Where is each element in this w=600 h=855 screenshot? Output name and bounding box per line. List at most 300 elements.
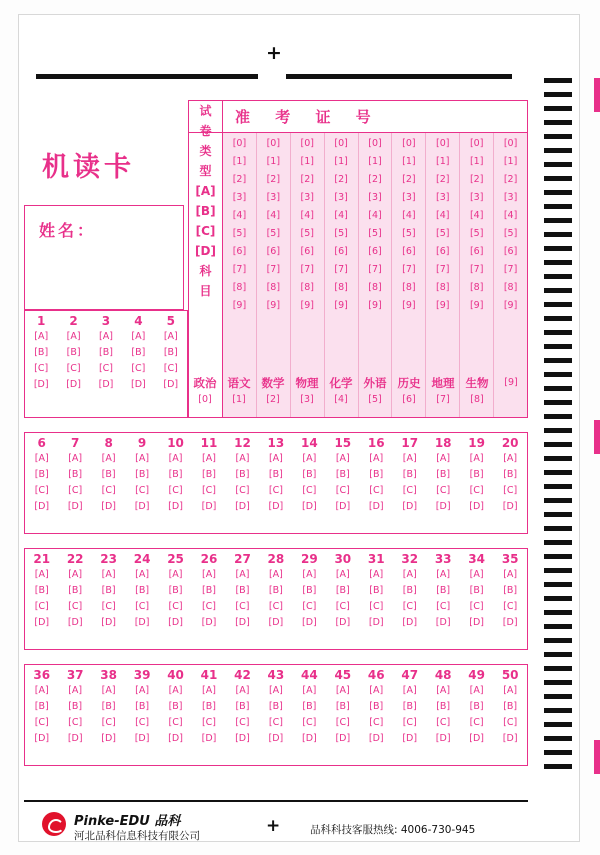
answer-bubble[interactable]: [C]: [302, 601, 317, 612]
answer-bubble[interactable]: [B]: [101, 585, 116, 596]
answer-bubble[interactable]: [D]: [34, 501, 50, 512]
answer-bubble[interactable]: [D]: [469, 501, 484, 512]
answer-bubble[interactable]: [C]: [163, 363, 178, 374]
answer-bubble[interactable]: [C]: [131, 363, 146, 374]
exam-id-bubble[interactable]: [7]: [368, 264, 382, 275]
answer-block-6-20[interactable]: [24, 432, 528, 534]
exam-id-bubble[interactable]: [6]: [300, 246, 314, 257]
answer-bubble[interactable]: [B]: [235, 701, 250, 712]
answer-bubble[interactable]: [B]: [469, 701, 484, 712]
answer-bubble[interactable]: [A]: [369, 453, 384, 464]
answer-bubble[interactable]: [A]: [436, 685, 451, 696]
answer-bubble[interactable]: [A]: [99, 331, 113, 342]
subject-bubble[interactable]: [6]: [402, 394, 416, 405]
answer-bubble[interactable]: [B]: [268, 469, 283, 480]
answer-bubble[interactable]: [D]: [268, 617, 284, 628]
answer-bubble[interactable]: [A]: [402, 569, 417, 580]
answer-bubble[interactable]: [C]: [268, 601, 283, 612]
exam-id-bubble[interactable]: [7]: [334, 264, 348, 275]
answer-bubble[interactable]: [C]: [135, 485, 150, 496]
answer-bubble[interactable]: [B]: [369, 469, 384, 480]
subject-bubble[interactable]: [2]: [266, 394, 280, 405]
answer-bubble[interactable]: [B]: [135, 585, 150, 596]
subject-cell[interactable]: [188, 375, 222, 418]
answer-bubble[interactable]: [C]: [436, 601, 451, 612]
exam-id-bubble[interactable]: [0]: [402, 138, 416, 149]
answer-bubble[interactable]: [B]: [34, 347, 49, 358]
exam-id-bubble[interactable]: [5]: [368, 228, 382, 239]
exam-id-bubble[interactable]: [1]: [469, 156, 484, 167]
answer-bubble[interactable]: [C]: [34, 717, 49, 728]
exam-id-bubble[interactable]: [2]: [503, 174, 518, 185]
exam-id-bubble[interactable]: [8]: [402, 282, 416, 293]
answer-bubble[interactable]: [C]: [34, 601, 49, 612]
answer-bubble[interactable]: [B]: [163, 347, 178, 358]
answer-bubble[interactable]: [D]: [435, 617, 451, 628]
exam-id-bubble[interactable]: [9]: [368, 300, 382, 311]
subject-bubble[interactable]: [1]: [232, 394, 246, 405]
exam-id-bubble[interactable]: [9]: [232, 300, 247, 311]
exam-id-bubble[interactable]: [3]: [334, 192, 348, 203]
answer-bubble[interactable]: [D]: [335, 501, 351, 512]
answer-bubble[interactable]: [A]: [135, 453, 150, 464]
answer-bubble[interactable]: [B]: [503, 701, 518, 712]
answer-bubble[interactable]: [C]: [68, 717, 83, 728]
answer-bubble[interactable]: [A]: [369, 685, 384, 696]
subject-cell[interactable]: [324, 375, 358, 418]
answer-bubble[interactable]: [D]: [168, 617, 183, 628]
exam-id-bubble[interactable]: [8]: [300, 282, 314, 293]
answer-bubble[interactable]: [B]: [335, 469, 350, 480]
exam-id-bubble[interactable]: [8]: [436, 282, 450, 293]
answer-bubble[interactable]: [D]: [134, 617, 150, 628]
exam-id-bubble[interactable]: [9]: [436, 300, 450, 311]
answer-bubble[interactable]: [A]: [469, 685, 484, 696]
answer-bubble[interactable]: [D]: [402, 733, 418, 744]
answer-bubble[interactable]: [D]: [33, 379, 49, 390]
answer-bubble[interactable]: [A]: [202, 685, 216, 696]
answer-bubble[interactable]: [A]: [131, 331, 146, 342]
exam-id-bubble[interactable]: [3]: [368, 192, 382, 203]
answer-bubble[interactable]: [B]: [302, 469, 317, 480]
answer-bubble[interactable]: [D]: [66, 379, 81, 390]
subject-bubble[interactable]: [4]: [334, 394, 348, 405]
answer-bubble[interactable]: [A]: [68, 569, 83, 580]
answer-bubble[interactable]: [D]: [163, 379, 179, 390]
exam-id-bubble[interactable]: [4]: [368, 210, 382, 221]
answer-bubble[interactable]: [C]: [101, 485, 116, 496]
answer-bubble[interactable]: [B]: [135, 469, 150, 480]
answer-bubble[interactable]: [B]: [503, 469, 518, 480]
answer-bubble[interactable]: [A]: [34, 569, 49, 580]
answer-bubble[interactable]: [A]: [235, 685, 250, 696]
subject-cell[interactable]: [256, 375, 290, 418]
answer-bubble[interactable]: [B]: [99, 347, 113, 358]
exam-id-bubble[interactable]: [0]: [368, 138, 382, 149]
exam-id-bubble[interactable]: [1]: [266, 156, 281, 167]
exam-id-bubble[interactable]: [5]: [266, 228, 281, 239]
answer-bubble[interactable]: [B]: [68, 469, 83, 480]
answer-bubble[interactable]: [B]: [202, 701, 216, 712]
answer-bubble[interactable]: [B]: [436, 469, 451, 480]
answer-bubble[interactable]: [D]: [335, 733, 351, 744]
answer-bubble[interactable]: [C]: [201, 485, 217, 496]
answer-bubble[interactable]: [C]: [469, 601, 484, 612]
exam-id-bubble[interactable]: [7]: [503, 264, 518, 275]
exam-id-bubble[interactable]: [6]: [503, 246, 518, 257]
answer-block-21-35[interactable]: [24, 548, 528, 650]
exam-id-bubble[interactable]: [3]: [469, 192, 484, 203]
answer-bubble[interactable]: [C]: [436, 717, 451, 728]
answer-bubble[interactable]: [A]: [402, 685, 417, 696]
exam-id-bubble[interactable]: [1]: [300, 156, 314, 167]
answer-bubble[interactable]: [A]: [268, 569, 283, 580]
paper-type-option[interactable]: [D]: [195, 244, 216, 258]
answer-bubble[interactable]: [D]: [201, 733, 217, 744]
answer-bubble[interactable]: [D]: [235, 617, 250, 628]
answer-bubble[interactable]: [B]: [68, 585, 83, 596]
answer-bubble[interactable]: [C]: [34, 363, 49, 374]
exam-id-bubble[interactable]: [5]: [300, 228, 314, 239]
answer-bubble[interactable]: [C]: [402, 485, 417, 496]
answer-bubble[interactable]: [B]: [101, 469, 116, 480]
exam-id-bubble[interactable]: [7]: [469, 264, 484, 275]
answer-bubble[interactable]: [A]: [469, 569, 484, 580]
exam-id-bubble[interactable]: [1]: [368, 156, 382, 167]
subject-cell[interactable]: [358, 375, 392, 418]
answer-bubble[interactable]: [B]: [131, 347, 146, 358]
answer-bubble[interactable]: [C]: [98, 363, 113, 374]
answer-bubble[interactable]: [D]: [101, 617, 116, 628]
answer-bubble[interactable]: [C]: [68, 485, 83, 496]
exam-id-bubble[interactable]: [7]: [232, 264, 247, 275]
subject-bubble[interactable]: [7]: [436, 394, 450, 405]
answer-bubble[interactable]: [C]: [503, 601, 518, 612]
exam-id-bubble[interactable]: [5]: [436, 228, 450, 239]
answer-bubble[interactable]: [C]: [402, 601, 417, 612]
subject-bubble[interactable]: [5]: [368, 394, 382, 405]
answer-bubble[interactable]: [B]: [168, 701, 183, 712]
exam-id-bubble[interactable]: [2]: [368, 174, 382, 185]
answer-bubble[interactable]: [B]: [469, 585, 484, 596]
answer-bubble[interactable]: [D]: [301, 501, 317, 512]
answer-bubble[interactable]: [B]: [402, 585, 417, 596]
answer-bubble[interactable]: [D]: [435, 733, 451, 744]
exam-id-bubble[interactable]: [3]: [503, 192, 518, 203]
exam-id-bubble[interactable]: [1]: [436, 156, 450, 167]
answer-bubble[interactable]: [C]: [402, 717, 417, 728]
answer-bubble[interactable]: [A]: [202, 453, 216, 464]
answer-bubble[interactable]: [C]: [369, 601, 384, 612]
answer-bubble[interactable]: [C]: [201, 601, 217, 612]
answer-bubble[interactable]: [C]: [101, 717, 116, 728]
answer-bubble[interactable]: [B]: [202, 469, 216, 480]
answer-bubble[interactable]: [B]: [335, 585, 350, 596]
answer-bubble[interactable]: [D]: [98, 379, 114, 390]
answer-bubble[interactable]: [B]: [34, 469, 49, 480]
answer-bubble[interactable]: [D]: [168, 733, 183, 744]
answer-bubble[interactable]: [D]: [235, 501, 250, 512]
answer-bubble[interactable]: [D]: [368, 617, 384, 628]
paper-type-option[interactable]: [C]: [195, 224, 216, 238]
answer-bubble[interactable]: [B]: [34, 585, 49, 596]
answer-bubble[interactable]: [D]: [67, 733, 83, 744]
answer-bubble[interactable]: [C]: [469, 485, 484, 496]
exam-id-bubble[interactable]: [6]: [334, 246, 348, 257]
answer-bubble[interactable]: [C]: [235, 717, 250, 728]
answer-bubble[interactable]: [D]: [235, 733, 250, 744]
answer-bubble[interactable]: [A]: [34, 685, 49, 696]
subject-bubble[interactable]: [3]: [300, 394, 314, 405]
answer-bubble[interactable]: [B]: [66, 347, 81, 358]
exam-id-bubble[interactable]: [8]: [503, 282, 518, 293]
answer-bubble[interactable]: [B]: [235, 585, 250, 596]
answer-bubble[interactable]: [A]: [66, 331, 81, 342]
exam-id-bubble[interactable]: [7]: [266, 264, 281, 275]
answer-bubble[interactable]: [C]: [469, 717, 484, 728]
answer-bubble[interactable]: [A]: [335, 685, 350, 696]
exam-id-bubble[interactable]: [5]: [503, 228, 518, 239]
answer-bubble[interactable]: [D]: [502, 501, 518, 512]
exam-id-bubble[interactable]: [5]: [232, 228, 247, 239]
exam-id-bubble[interactable]: [3]: [402, 192, 416, 203]
answer-block-36-50[interactable]: [24, 664, 528, 766]
subject-cell[interactable]: [494, 375, 528, 418]
answer-bubble[interactable]: [D]: [335, 617, 351, 628]
answer-bubble[interactable]: [A]: [235, 569, 250, 580]
answer-bubble[interactable]: [A]: [436, 569, 451, 580]
answer-bubble[interactable]: [D]: [502, 733, 518, 744]
answer-bubble[interactable]: [D]: [402, 617, 418, 628]
exam-id-bubble[interactable]: [4]: [436, 210, 450, 221]
answer-bubble[interactable]: [B]: [168, 469, 183, 480]
answer-bubble[interactable]: [C]: [135, 601, 150, 612]
answer-bubble[interactable]: [A]: [436, 453, 451, 464]
exam-id-bubble[interactable]: [1]: [402, 156, 416, 167]
answer-block-1-5[interactable]: [24, 310, 188, 418]
answer-bubble[interactable]: [B]: [34, 701, 49, 712]
name-field-box[interactable]: [24, 205, 184, 310]
answer-bubble[interactable]: [A]: [235, 453, 250, 464]
answer-bubble[interactable]: [D]: [268, 501, 284, 512]
answer-bubble[interactable]: [B]: [402, 701, 417, 712]
exam-id-bubble[interactable]: [9]: [300, 300, 314, 311]
answer-bubble[interactable]: [D]: [134, 501, 150, 512]
answer-bubble[interactable]: [A]: [68, 453, 83, 464]
answer-bubble[interactable]: [C]: [168, 717, 183, 728]
exam-id-bubble[interactable]: [5]: [334, 228, 348, 239]
subject-cell[interactable]: [392, 375, 426, 418]
exam-id-bubble[interactable]: [4]: [402, 210, 416, 221]
answer-bubble[interactable]: [A]: [34, 453, 49, 464]
exam-id-bubble[interactable]: [2]: [232, 174, 247, 185]
answer-bubble[interactable]: [A]: [469, 453, 484, 464]
exam-id-bubble[interactable]: [6]: [266, 246, 281, 257]
answer-bubble[interactable]: [A]: [163, 331, 178, 342]
exam-id-bubble[interactable]: [6]: [232, 246, 247, 257]
subject-bubble[interactable]: [8]: [470, 394, 484, 405]
answer-bubble[interactable]: [A]: [302, 685, 317, 696]
exam-id-bubble[interactable]: [0]: [232, 138, 247, 149]
exam-id-bubble[interactable]: [0]: [436, 138, 450, 149]
exam-id-bubble[interactable]: [8]: [368, 282, 382, 293]
answer-bubble[interactable]: [B]: [503, 585, 518, 596]
answer-bubble[interactable]: [A]: [302, 453, 317, 464]
answer-bubble[interactable]: [D]: [201, 501, 217, 512]
answer-bubble[interactable]: [B]: [369, 585, 384, 596]
exam-id-bubble[interactable]: [2]: [469, 174, 484, 185]
exam-id-bubble[interactable]: [0]: [266, 138, 281, 149]
answer-bubble[interactable]: [A]: [101, 685, 116, 696]
exam-id-bubble[interactable]: [8]: [469, 282, 484, 293]
exam-id-bubble[interactable]: [3]: [266, 192, 281, 203]
answer-bubble[interactable]: [D]: [469, 733, 484, 744]
answer-bubble[interactable]: [A]: [402, 453, 417, 464]
answer-bubble[interactable]: [C]: [369, 485, 384, 496]
subject-selection-row[interactable]: [188, 375, 528, 418]
answer-bubble[interactable]: [C]: [34, 485, 49, 496]
answer-bubble[interactable]: [A]: [135, 685, 150, 696]
answer-bubble[interactable]: [A]: [34, 331, 49, 342]
subject-bubble[interactable]: [0]: [198, 394, 212, 405]
answer-bubble[interactable]: [C]: [503, 485, 518, 496]
exam-id-bubble[interactable]: [1]: [232, 156, 247, 167]
exam-id-bubble[interactable]: [7]: [402, 264, 416, 275]
answer-bubble[interactable]: [B]: [68, 701, 83, 712]
exam-id-bubble[interactable]: [3]: [436, 192, 450, 203]
subject-cell[interactable]: [460, 375, 494, 418]
answer-bubble[interactable]: [C]: [235, 601, 250, 612]
answer-bubble[interactable]: [A]: [202, 569, 216, 580]
answer-bubble[interactable]: [D]: [301, 617, 317, 628]
exam-id-bubble[interactable]: [1]: [503, 156, 518, 167]
subject-cell[interactable]: [222, 375, 256, 418]
answer-bubble[interactable]: [C]: [503, 717, 518, 728]
paper-type-option[interactable]: [B]: [195, 204, 216, 218]
exam-id-bubble[interactable]: [2]: [334, 174, 348, 185]
answer-bubble[interactable]: [D]: [134, 733, 150, 744]
answer-bubble[interactable]: [C]: [135, 717, 150, 728]
answer-bubble[interactable]: [A]: [268, 453, 283, 464]
exam-id-bubble[interactable]: [0]: [300, 138, 314, 149]
subject-cell[interactable]: [290, 375, 324, 418]
answer-bubble[interactable]: [A]: [335, 453, 350, 464]
exam-id-bubble[interactable]: [8]: [266, 282, 281, 293]
answer-bubble[interactable]: [D]: [131, 379, 146, 390]
answer-bubble[interactable]: [C]: [335, 485, 350, 496]
exam-id-bubble[interactable]: [9]: [402, 300, 416, 311]
answer-bubble[interactable]: [B]: [369, 701, 384, 712]
answer-bubble[interactable]: [A]: [101, 453, 116, 464]
answer-bubble[interactable]: [B]: [135, 701, 150, 712]
exam-id-bubble[interactable]: [9]: [266, 300, 281, 311]
answer-bubble[interactable]: [C]: [68, 601, 83, 612]
exam-id-bubble[interactable]: [0]: [334, 138, 348, 149]
exam-id-bubble[interactable]: [0]: [469, 138, 484, 149]
answer-bubble[interactable]: [C]: [302, 717, 317, 728]
answer-bubble[interactable]: [B]: [302, 701, 317, 712]
exam-id-bubble[interactable]: [9]: [334, 300, 348, 311]
answer-bubble[interactable]: [D]: [168, 501, 183, 512]
answer-bubble[interactable]: [A]: [168, 569, 183, 580]
exam-id-bubble[interactable]: [0]: [503, 138, 518, 149]
answer-bubble[interactable]: [D]: [301, 733, 317, 744]
answer-bubble[interactable]: [C]: [268, 485, 283, 496]
exam-id-bubble[interactable]: [4]: [266, 210, 281, 221]
answer-bubble[interactable]: [A]: [503, 685, 518, 696]
answer-bubble[interactable]: [D]: [402, 501, 418, 512]
exam-id-bubble[interactable]: [6]: [402, 246, 416, 257]
exam-id-bubble[interactable]: [2]: [300, 174, 314, 185]
answer-bubble[interactable]: [C]: [436, 485, 451, 496]
exam-id-bubble[interactable]: [5]: [469, 228, 484, 239]
exam-id-bubble[interactable]: [4]: [300, 210, 314, 221]
subject-cell[interactable]: [426, 375, 460, 418]
answer-bubble[interactable]: [C]: [335, 717, 350, 728]
exam-id-bubble[interactable]: [1]: [334, 156, 348, 167]
exam-id-bubble[interactable]: [7]: [300, 264, 314, 275]
exam-id-bubble[interactable]: [3]: [300, 192, 314, 203]
answer-bubble[interactable]: [A]: [168, 685, 183, 696]
answer-bubble[interactable]: [B]: [268, 585, 283, 596]
exam-id-bubble[interactable]: [4]: [503, 210, 518, 221]
answer-bubble[interactable]: [D]: [67, 617, 83, 628]
answer-bubble[interactable]: [A]: [268, 685, 283, 696]
answer-bubble[interactable]: [C]: [168, 601, 183, 612]
answer-bubble[interactable]: [A]: [101, 569, 116, 580]
answer-bubble[interactable]: [D]: [368, 501, 384, 512]
answer-bubble[interactable]: [C]: [235, 485, 250, 496]
answer-bubble[interactable]: [A]: [503, 569, 518, 580]
subject-bubble[interactable]: [9]: [504, 377, 518, 388]
answer-bubble[interactable]: [A]: [369, 569, 384, 580]
exam-id-bubble[interactable]: [8]: [334, 282, 348, 293]
answer-bubble[interactable]: [D]: [268, 733, 284, 744]
exam-id-bubble[interactable]: [8]: [232, 282, 247, 293]
answer-bubble[interactable]: [C]: [369, 717, 384, 728]
paper-type-column[interactable]: [189, 101, 223, 417]
answer-bubble[interactable]: [B]: [436, 701, 451, 712]
answer-bubble[interactable]: [D]: [67, 501, 83, 512]
answer-bubble[interactable]: [C]: [201, 717, 217, 728]
answer-bubble[interactable]: [D]: [502, 617, 518, 628]
answer-bubble[interactable]: [C]: [101, 601, 116, 612]
answer-bubble[interactable]: [C]: [168, 485, 183, 496]
answer-bubble[interactable]: [C]: [335, 601, 350, 612]
exam-id-bubble[interactable]: [6]: [436, 246, 450, 257]
answer-bubble[interactable]: [B]: [235, 469, 250, 480]
paper-type-option[interactable]: [A]: [195, 184, 216, 198]
answer-bubble[interactable]: [B]: [268, 701, 283, 712]
answer-bubble[interactable]: [C]: [66, 363, 81, 374]
answer-bubble[interactable]: [A]: [68, 685, 83, 696]
answer-bubble[interactable]: [D]: [435, 501, 451, 512]
answer-bubble[interactable]: [C]: [268, 717, 283, 728]
answer-bubble[interactable]: [B]: [202, 585, 216, 596]
answer-bubble[interactable]: [A]: [503, 453, 518, 464]
exam-id-bubble[interactable]: [2]: [402, 174, 416, 185]
answer-bubble[interactable]: [B]: [469, 469, 484, 480]
exam-id-bubble[interactable]: [4]: [469, 210, 484, 221]
answer-bubble[interactable]: [B]: [335, 701, 350, 712]
exam-id-bubble[interactable]: [9]: [503, 300, 518, 311]
exam-id-bubble[interactable]: [6]: [469, 246, 484, 257]
exam-id-bubble[interactable]: [5]: [402, 228, 416, 239]
answer-bubble[interactable]: [A]: [302, 569, 317, 580]
answer-bubble[interactable]: [D]: [368, 733, 384, 744]
answer-bubble[interactable]: [D]: [101, 501, 116, 512]
exam-id-bubble[interactable]: [4]: [232, 210, 247, 221]
